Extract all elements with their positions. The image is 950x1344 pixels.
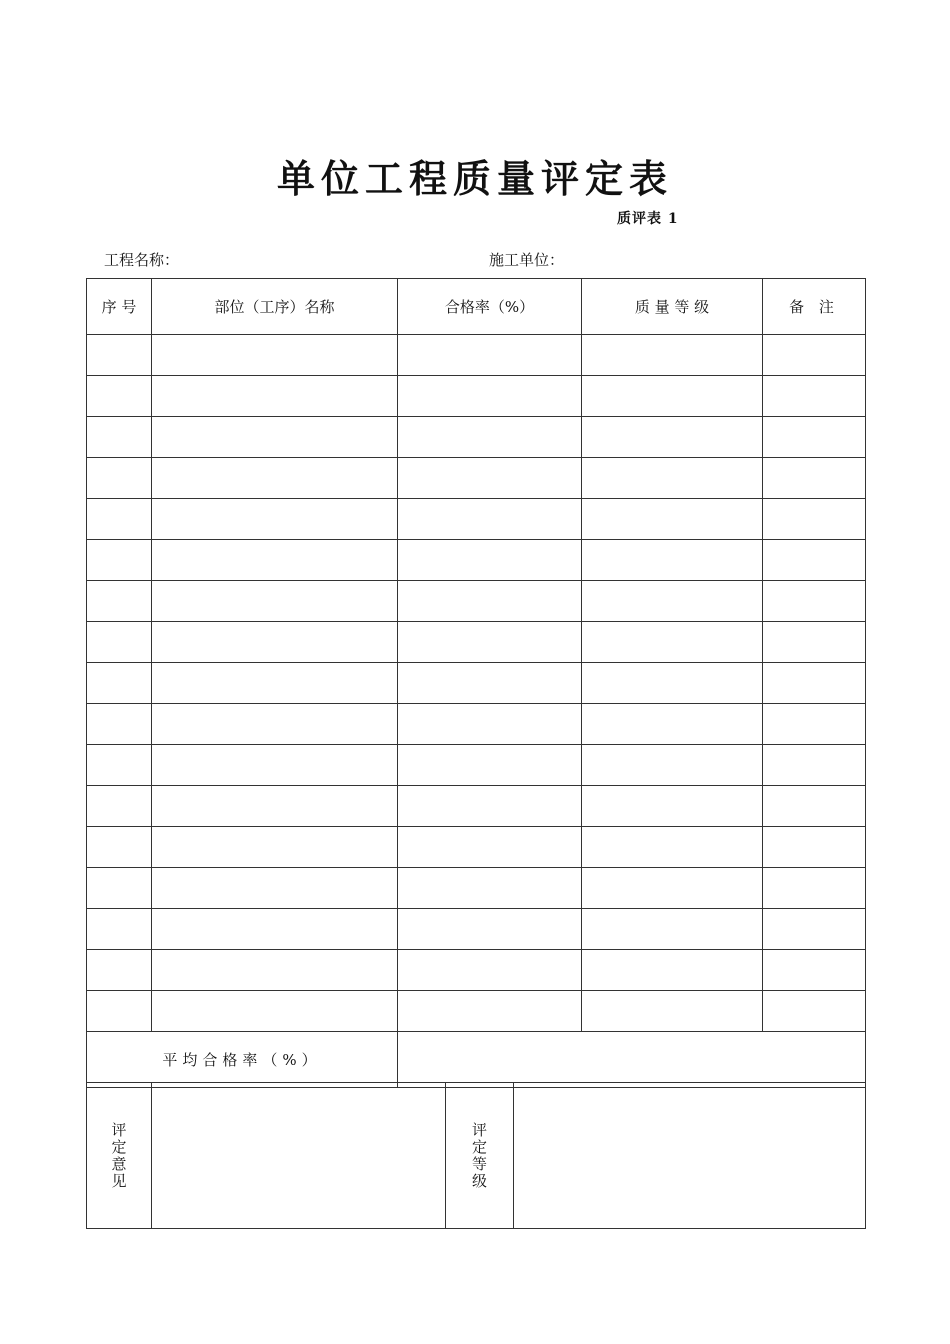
cell-quality-grade[interactable]	[582, 540, 763, 581]
table-row	[87, 581, 866, 622]
header-seq: 序 号	[87, 279, 152, 335]
cell-part-name[interactable]	[152, 991, 398, 1032]
cell-seq[interactable]	[87, 663, 152, 704]
cell-seq[interactable]	[87, 991, 152, 1032]
construction-unit-label: 施工单位：	[489, 251, 565, 269]
cell-quality-grade[interactable]	[582, 335, 763, 376]
average-pass-rate-value[interactable]	[398, 1032, 866, 1088]
project-name-label: 工程名称：	[104, 251, 180, 269]
cell-part-name[interactable]	[152, 663, 398, 704]
header-remarks: 备 注	[763, 279, 866, 335]
cell-remarks[interactable]	[763, 376, 866, 417]
cell-part-name[interactable]	[152, 950, 398, 991]
grade-label: 评定等级	[470, 1121, 488, 1190]
cell-remarks[interactable]	[763, 622, 866, 663]
cell-part-name[interactable]	[152, 827, 398, 868]
cell-part-name[interactable]	[152, 704, 398, 745]
cell-seq[interactable]	[87, 827, 152, 868]
table-row	[87, 335, 866, 376]
cell-seq[interactable]	[87, 704, 152, 745]
table-row	[87, 868, 866, 909]
cell-seq[interactable]	[87, 499, 152, 540]
cell-seq[interactable]	[87, 622, 152, 663]
cell-pass-rate[interactable]	[398, 704, 582, 745]
cell-quality-grade[interactable]	[582, 786, 763, 827]
table-row	[87, 950, 866, 991]
cell-pass-rate[interactable]	[398, 540, 582, 581]
cell-part-name[interactable]	[152, 622, 398, 663]
cell-remarks[interactable]	[763, 991, 866, 1032]
cell-seq[interactable]	[87, 417, 152, 458]
header-pass-rate: 合格率（%）	[398, 279, 582, 335]
cell-remarks[interactable]	[763, 704, 866, 745]
page-title: 单位工程质量评定表	[276, 156, 673, 201]
table-row	[87, 622, 866, 663]
cell-part-name[interactable]	[152, 335, 398, 376]
cell-seq[interactable]	[87, 950, 152, 991]
table-row	[87, 417, 866, 458]
cell-quality-grade[interactable]	[582, 458, 763, 499]
cell-pass-rate[interactable]	[398, 663, 582, 704]
cell-part-name[interactable]	[152, 909, 398, 950]
cell-seq[interactable]	[87, 909, 152, 950]
cell-pass-rate[interactable]	[398, 868, 582, 909]
cell-quality-grade[interactable]	[582, 909, 763, 950]
cell-remarks[interactable]	[763, 499, 866, 540]
grade-value[interactable]	[514, 1083, 866, 1229]
cell-remarks[interactable]	[763, 950, 866, 991]
cell-quality-grade[interactable]	[582, 376, 763, 417]
cell-pass-rate[interactable]	[398, 991, 582, 1032]
average-row	[87, 1032, 866, 1088]
cell-pass-rate[interactable]	[398, 622, 582, 663]
form-code: 质评表 1	[617, 211, 679, 227]
cell-pass-rate[interactable]	[398, 827, 582, 868]
table-header-row	[87, 279, 866, 335]
cell-quality-grade[interactable]	[582, 663, 763, 704]
cell-pass-rate[interactable]	[398, 499, 582, 540]
cell-quality-grade[interactable]	[582, 704, 763, 745]
cell-remarks[interactable]	[763, 417, 866, 458]
cell-seq[interactable]	[87, 868, 152, 909]
cell-pass-rate[interactable]	[398, 376, 582, 417]
cell-part-name[interactable]	[152, 868, 398, 909]
cell-seq[interactable]	[87, 335, 152, 376]
cell-pass-rate[interactable]	[398, 909, 582, 950]
cell-remarks[interactable]	[763, 745, 866, 786]
cell-part-name[interactable]	[152, 376, 398, 417]
table-row	[87, 827, 866, 868]
table-row	[87, 786, 866, 827]
evaluation-section	[86, 1082, 866, 1229]
cell-seq[interactable]	[87, 745, 152, 786]
cell-part-name[interactable]	[152, 499, 398, 540]
cell-part-name[interactable]	[152, 540, 398, 581]
cell-seq[interactable]	[87, 540, 152, 581]
evaluation-table	[86, 278, 866, 1088]
cell-quality-grade[interactable]	[582, 499, 763, 540]
cell-quality-grade[interactable]	[582, 827, 763, 868]
opinion-label: 评定意见	[109, 1121, 128, 1190]
opinion-value[interactable]	[152, 1083, 446, 1229]
cell-seq[interactable]	[87, 786, 152, 827]
cell-quality-grade[interactable]	[582, 745, 763, 786]
cell-remarks[interactable]	[763, 540, 866, 581]
table-row	[87, 745, 866, 786]
cell-pass-rate[interactable]	[398, 786, 582, 827]
header-quality-grade: 质 量 等 级	[582, 279, 763, 335]
cell-pass-rate[interactable]	[398, 581, 582, 622]
cell-remarks[interactable]	[763, 458, 866, 499]
cell-pass-rate[interactable]	[398, 950, 582, 991]
table-row	[87, 376, 866, 417]
cell-quality-grade[interactable]	[582, 581, 763, 622]
cell-remarks[interactable]	[763, 663, 866, 704]
cell-quality-grade[interactable]	[582, 622, 763, 663]
cell-seq[interactable]	[87, 581, 152, 622]
cell-part-name[interactable]	[152, 745, 398, 786]
cell-seq[interactable]	[87, 376, 152, 417]
construction-unit-field	[489, 249, 564, 270]
cell-remarks[interactable]	[763, 868, 866, 909]
cell-part-name[interactable]	[152, 786, 398, 827]
cell-remarks[interactable]	[763, 909, 866, 950]
cell-part-name[interactable]	[152, 581, 398, 622]
cell-remarks[interactable]	[763, 581, 866, 622]
header-part-name: 部位（工序）名称	[152, 279, 398, 335]
project-name-field	[104, 249, 179, 270]
cell-pass-rate[interactable]	[398, 335, 582, 376]
cell-remarks[interactable]	[763, 786, 866, 827]
cell-part-name[interactable]	[152, 458, 398, 499]
table-row	[87, 499, 866, 540]
opinion-label-cell	[87, 1083, 152, 1229]
cell-pass-rate[interactable]	[398, 417, 582, 458]
average-pass-rate-label: 平均合格率（%）	[87, 1032, 398, 1088]
table-row	[87, 663, 866, 704]
table-row	[87, 991, 866, 1032]
table-row	[87, 458, 866, 499]
cell-remarks[interactable]	[763, 827, 866, 868]
cell-pass-rate[interactable]	[398, 745, 582, 786]
cell-quality-grade[interactable]	[582, 991, 763, 1032]
cell-quality-grade[interactable]	[582, 868, 763, 909]
table-row	[87, 909, 866, 950]
cell-quality-grade[interactable]	[582, 417, 763, 458]
table-row	[87, 540, 866, 581]
grade-label-cell	[446, 1083, 514, 1229]
table-row	[87, 704, 866, 745]
cell-part-name[interactable]	[152, 417, 398, 458]
cell-quality-grade[interactable]	[582, 950, 763, 991]
cell-seq[interactable]	[87, 458, 152, 499]
cell-pass-rate[interactable]	[398, 458, 582, 499]
cell-remarks[interactable]	[763, 335, 866, 376]
